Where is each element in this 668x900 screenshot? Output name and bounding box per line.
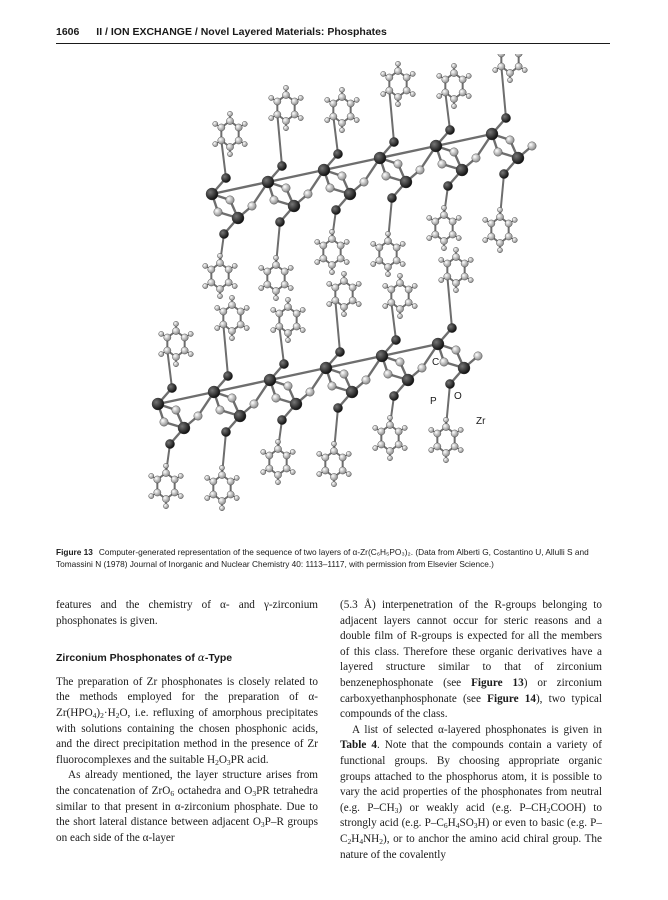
paragraph-interpenetration: (5.3 Å) interpenetration of the R-groups belonging to adjacent layers cannot occur for steric reasons and a double film of R-groups is expected for all the members of this class. Therefore these organic derivatives have a layered structure similar to that of zirconium benzenephosphonate (see Figure 13) or zirconium carboxyethanphosphonate (see Figure 14), two typical compounds of the class. xyxy=(340,599,603,721)
figure-13-reference: Figure 13 xyxy=(471,676,524,689)
figure-13 xyxy=(56,54,610,534)
label-phosphorus: P xyxy=(430,396,437,407)
paragraph-intro-end: features and the chemistry of α- and γ-zirconium phosphonates is given. xyxy=(56,599,318,627)
figure-caption xyxy=(56,546,612,570)
page-number: 1606 xyxy=(56,26,80,38)
caption-label: Figure 13 xyxy=(56,547,93,557)
label-zirconium: Zr xyxy=(476,416,486,427)
paragraph-layer-structure: As already mentioned, the layer structure arises from the concatenation of ZrO$_6$ octahedra and $O_3PR$ tetrahedra similar to that present in α-zirconium phosphate. Due to the short lateral distance between adjacent $O_3P-R$ groups on each side of the α-layer xyxy=(56,769,318,844)
figure-14-reference: Figure 14 xyxy=(487,692,536,705)
running-header xyxy=(56,26,610,44)
label-oxygen: O xyxy=(454,391,462,402)
section-heading: Zirconium Phosphonates of α-Type xyxy=(56,652,233,665)
left-column xyxy=(56,598,318,846)
running-title: II / ION EXCHANGE / Novel Layered Materials: Phosphates xyxy=(96,26,387,38)
right-column xyxy=(340,598,602,863)
paragraph-phosphonate-list: A list of selected α-layered phosphonates is given in Table 4. Note that the compounds contain a variety of functional groups. By choosing appropriate organic groups attached to the phosphorus atom, it is possible to vary the acid properties of the phosphonates from neutral (e.g. $P-CH_3$) or weakly acid (e.g. $P-CH_2COOH$) to strongly acid (e.g. $P-C_6H_4SO_3H$) or even to basic (e.g. $P-C_2H_4NH_2$), or to anchor the amino acid chiral group. The nature of the covalently xyxy=(340,723,602,861)
paragraph-preparation: The preparation of Zr phosphonates is closely related to the methods employed for the preparation of $\alpha-Zr(HPO_4)_2\cdot H_2O$, i.e. refluxing of amorphous precipitates with solutions containing the chosen phosphonic acids, and the direct precipitation method in the presence of Zr fluorocomplexes and the suitable $H_2O_3PR$ acid. xyxy=(56,675,318,767)
label-carbon: C xyxy=(432,357,440,368)
crystal-structure-illustration xyxy=(56,54,610,534)
table-4-reference: Table 4 xyxy=(340,739,377,752)
caption-text: Computer-generated representation of the sequence of two layers of α-Zr(C₆H₅PO₃)₂. (Data from Alberti G, Costantino U, Allulli S and Tomassini N (1978) Journal of Inorganic and Nuclear Chemistry 40: 1113–1117, with permission from Elsevier Science.) xyxy=(56,547,589,569)
